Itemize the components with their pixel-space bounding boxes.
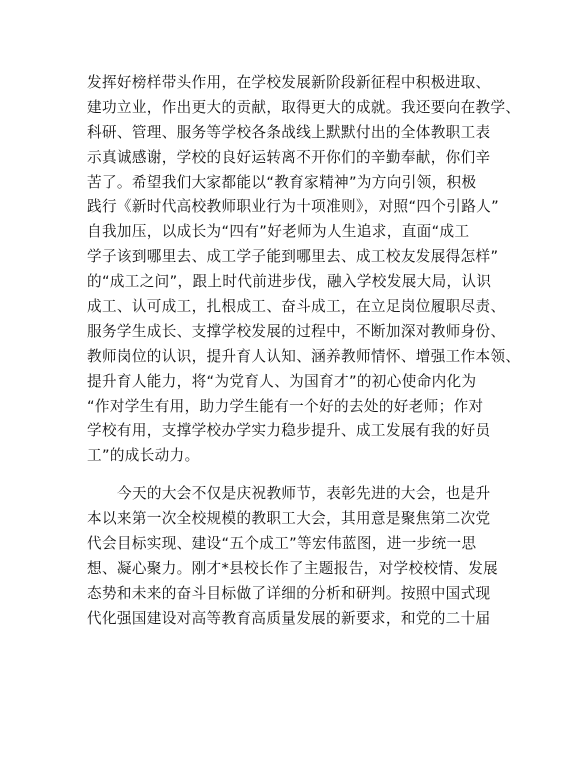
text-line: 今天的大会不仅是庆祝教师节，表彰先进的大会，也是升	[117, 485, 491, 503]
text-line: 科研、管理、服务等学校各条战线上默默付出的全体教职工表	[87, 123, 491, 141]
text-line: 成工、认可成工，扎根成工、奋斗成工，在立足岗位履职尽责、	[87, 298, 506, 316]
text-line: 代化强国建设对高等教育高质量发展的新要求，和党的二十届	[87, 609, 491, 627]
text-line: 服务学生成长、支撑学校发展的过程中，不断加深对教师身份、	[87, 322, 506, 340]
text-line: 发挥好榜样带头作用，在学校发展新阶段新征程中积极进取、	[87, 74, 491, 91]
text-line: 提升育人能力，将“为党育人、为国育才”的初心使命内化为	[87, 372, 477, 390]
text-line: 践行《新时代高校教师职业行为十项准则》，对照“四个引路人”	[87, 198, 500, 216]
text-line: 教师岗位的认识，提升育人认知、涵养教师情怀、增强工作本领、	[87, 347, 521, 365]
text-line: 想、凝心聚力。刚才*县校长作了主题报告，对学校校情、发展	[87, 559, 499, 577]
document-body	[87, 71, 521, 632]
text-line: 自我加压，以成长为“四有”好老师为人生追求，直面“成工	[87, 223, 470, 241]
text-line: 态势和未来的奋斗目标做了详细的分析和研判。按照中国式现	[87, 584, 491, 602]
text-line: 工”的成长动力。	[87, 447, 200, 465]
paragraph-2	[87, 482, 501, 631]
text-line: 本以来第一次全校规模的教职工大会，其用意是聚焦第二次党	[87, 510, 491, 528]
text-line: “作对学生有用，助力学生能有一个好的去处的好老师；作对	[87, 397, 484, 415]
text-line: 示真诚感谢，学校的良好运转离不开你们的辛勤奉献，你们辛	[87, 148, 491, 166]
text-line: 建功立业，作出更大的贡献，取得更大的成就。我还要向在教学、	[87, 98, 521, 116]
text-line: 的“成工之问”，跟上时代前进步伐，融入学校发展大局，认识	[87, 273, 492, 291]
paragraph-spacing	[87, 469, 501, 482]
text-line: 学子该到哪里去、成工学子能到哪里去、成工校友发展得怎样”	[87, 248, 499, 266]
text-line: 代会目标实现、建设“五个成工”等宏伟蓝图，进一步统一思	[87, 535, 477, 553]
paragraph-1	[87, 71, 521, 469]
text-line: 苦了。希望我们大家都能以“教育家精神”为方向引领，积极	[87, 173, 477, 191]
text-line: 学校有用，支撑学校办学实力稳步提升、成工发展有我的好员	[87, 422, 491, 440]
